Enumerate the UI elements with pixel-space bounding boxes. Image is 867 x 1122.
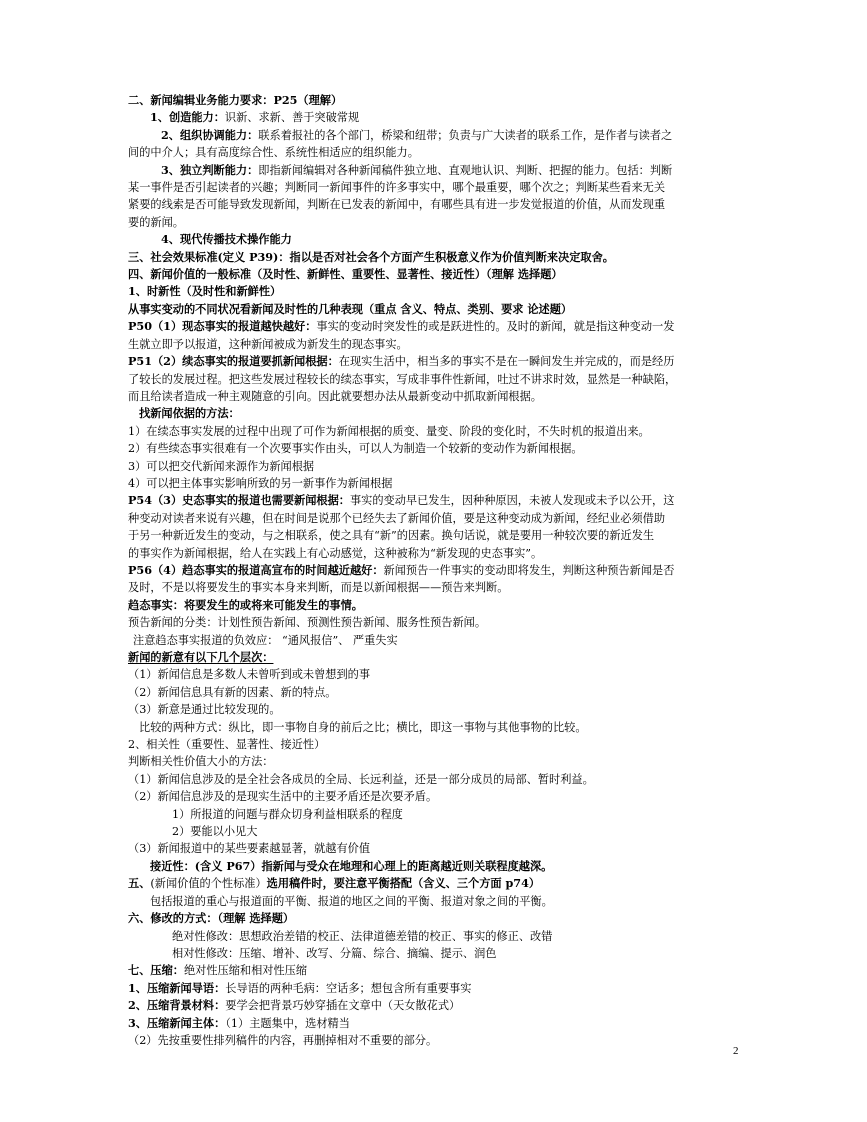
text-run: 在现实生活中，相当多的事实不是在一瞬间发生并完成的，而是经历	[338, 355, 675, 369]
text-run: 生就立即予以报道，这种新闻被成为新发生的现态事实。	[128, 337, 408, 351]
text-line	[128, 301, 740, 318]
text-line	[128, 823, 740, 840]
text-run: 了较长的发展过程。把这些发展过程较长的续态事实，写成非事件性新闻，吐过不讲求时效，显然是一种缺陷，	[128, 372, 677, 386]
bold-text: 四、新闻价值的一般标准（及时性、新鲜性、重要性、显著性、接近性）（理解 选择题）	[128, 267, 563, 282]
text-run: （1）新闻信息是多数人未曾听到或未曾想到的事	[128, 668, 371, 682]
text-line	[128, 458, 740, 475]
text-run: 而且给读者造成一种主观随意的引向。因此就要想办法从最新变动中抓取新闻根据。	[128, 389, 542, 403]
text-run: 2）要能以小见大	[172, 825, 258, 839]
text-line	[128, 736, 740, 753]
bold-text: 2、压缩背景材料：	[128, 998, 226, 1013]
bold-text: 趋态事实：将要发生的或将来可能发生的事情。	[128, 597, 363, 612]
text-line	[128, 719, 740, 736]
text-line	[128, 353, 740, 370]
text-run: 绝对性修改：思想政治差错的校正、法律道德差错的校正、事实的修正、改错	[172, 929, 553, 943]
text-line	[128, 980, 740, 997]
text-line	[128, 579, 740, 596]
text-run: （2）先按重要性排列稿件的内容，再删掉相对不重要的部分。	[128, 1033, 438, 1047]
text-line	[128, 962, 740, 979]
text-line	[128, 196, 740, 213]
text-run: （1）主题集中，选材精当	[225, 1016, 350, 1030]
text-line	[128, 945, 740, 962]
text-line	[128, 475, 740, 492]
text-line	[128, 788, 740, 805]
text-line	[128, 127, 740, 144]
text-line	[128, 910, 740, 927]
bold-text: 从事实变动的不同状况看新闻及时性的几种表现（重点 含义、特点、类别、要求 论述题）	[128, 301, 573, 316]
text-line	[128, 405, 740, 422]
bold-text: 二、新闻编辑业务能力要求：P25（理解）	[128, 93, 343, 107]
text-line	[128, 840, 740, 857]
text-run: 4）可以把主体事实影响所致的另一新事作为新闻根据	[128, 476, 393, 490]
text-line	[128, 231, 740, 248]
text-run: (新闻价值的个性标准）	[150, 877, 267, 891]
text-line	[128, 162, 740, 179]
bold-text: 三、社会效果标准(定义 P39)：指以是否对社会各个方面产生积极意义作为价值判断来决定取舍。	[128, 249, 614, 264]
text-line	[128, 753, 740, 770]
bold-text: 七、压缩：	[128, 963, 184, 978]
text-line	[128, 771, 740, 788]
text-run: 的事实作为新闻根据，给人在实践上有心动感觉，这种被称为“新发现的史态事实”。	[128, 546, 543, 560]
text-line	[128, 1032, 740, 1049]
text-line	[128, 701, 740, 718]
text-run: 判断相关性价值大小的方法：	[128, 755, 274, 769]
text-line	[128, 371, 740, 388]
text-run: 间的中介人；具有高度综合性、系统性相适应的组织能力。	[128, 146, 419, 160]
text-run: 联系着报社的各个部门，桥梁和纽带；负责与广大读者的联系工作，是作者与读者之	[258, 128, 673, 142]
text-line	[128, 684, 740, 701]
bold-text: 1、压缩新闻导语：	[128, 980, 226, 995]
bold-text: 2、组织协调能力：	[161, 127, 259, 142]
text-line	[128, 388, 740, 405]
text-run: （2）新闻信息具有新的因素、新的特点。	[128, 685, 337, 699]
text-line	[128, 928, 740, 945]
text-run: 3）可以把交代新闻来源作为新闻根据	[128, 459, 315, 473]
text-line	[128, 1015, 740, 1032]
text-run: 要的新闻。	[128, 215, 184, 229]
text-line	[128, 649, 740, 666]
text-run: 识新、求新、善于突破常规	[224, 111, 360, 125]
bold-text: 找新闻依据的方法：	[139, 406, 240, 421]
text-run: 事实的变动早已发生，因种种原因，未被人发现或未予以公开，这	[349, 494, 675, 508]
text-run: 包括报道的重心与报道面的平衡、报道的地区之间的平衡、报道对象之间的平衡。	[150, 894, 553, 908]
text-line	[128, 283, 740, 300]
bold-text: 4、现代传播技术操作能力	[161, 232, 292, 247]
text-run: 预告新闻的分类：计划性预告新闻、预测性预告新闻、服务性预告新闻。	[128, 616, 487, 630]
text-run: 新闻预告一件事实的变动即将发生，判断这种预告新闻是否	[383, 563, 675, 577]
text-run: 某一事件是否引起读者的兴趣；判断同一新闻事件的许多事实中，哪个最重要，哪个次之；判断某些看来无关	[128, 181, 666, 195]
text-line	[128, 249, 740, 266]
text-line	[128, 632, 740, 649]
bold-text: P50（1）现态事实的报道越快越好：	[128, 319, 317, 334]
text-line	[128, 545, 740, 562]
bold-text: 1、时新性（及时性和新鲜性）	[128, 284, 282, 299]
text-run: 种变动对读者来说有兴趣，但在时间是说那个已经失去了新闻价值，要是这种变动成为新闻，经纪业必须借助	[128, 511, 666, 525]
text-run: 紧要的线索是否可能导致发现新闻，判断在已发表的新闻中，有哪些具有进一步发觉报道的价值，从而发现重	[128, 198, 666, 212]
text-line	[128, 266, 740, 283]
text-line	[128, 597, 740, 614]
text-line	[128, 806, 740, 823]
bold-text: P54（3）史态事实的报道也需要新闻根据：	[128, 493, 350, 508]
text-run: （3）新意是通过比较发现的。	[128, 703, 281, 717]
bold-text: 接近性：(含义 P67）指新闻与受众在地理和心理上的距离越近则关联程度越深。	[150, 858, 553, 873]
text-line	[128, 997, 740, 1014]
text-run: 注意趋态事实报道的负效应： “通风报信”、 严重失实	[133, 633, 398, 647]
bold-text: 3、压缩新闻主体：	[128, 1015, 226, 1030]
text-run: 2、相关性（重要性、显著性、接近性）	[128, 738, 326, 752]
bold-text: 新闻的新意有以下几个层次：	[128, 650, 274, 664]
text-line	[128, 562, 740, 579]
text-line	[128, 144, 740, 161]
text-line	[128, 92, 740, 109]
bold-text: 1、创造能力：	[150, 110, 225, 125]
text-run: 于另一种新近发生的变动，与之相联系，使之具有“新”的因素。换句话说，就是要用一种较次要的新近发生	[128, 529, 655, 543]
text-run: 1）在续态事实发展的过程中出现了可作为新闻根据的质变、量变、阶段的变化时，不失时机的报道出来。	[128, 424, 650, 438]
text-line	[128, 318, 740, 335]
text-line	[128, 858, 740, 875]
bold-text: P56（4）趋态事实的报道高宣布的时间越近越好：	[128, 562, 384, 577]
text-line	[128, 893, 740, 910]
text-run: （1）新闻信息涉及的是全社会各成员的全局、长远利益，还是一部分成员的局部、暂时利益。	[128, 772, 594, 786]
text-run: 及时，不是以将要发生的事实本身来判断，而是以新闻根据——预告来判断。	[128, 581, 509, 595]
document-body	[128, 92, 740, 1049]
text-run: 即指新闻编辑对各种新闻稿件独立地、直观地认识、判断、把握的能力。包括：判断	[258, 163, 673, 177]
text-line	[128, 510, 740, 527]
bold-text: 选用稿件时，要注意平衡搭配（含义、三个方面 p74）	[266, 876, 541, 891]
text-run: （2）新闻信息涉及的是现实生活中的主要矛盾还是次要矛盾。	[128, 790, 438, 804]
text-run: 1）所报道的问题与群众切身利益相联系的程度	[172, 807, 403, 821]
page-number: 2	[733, 1045, 739, 1057]
bold-text: 3、独立判断能力：	[161, 162, 259, 177]
text-run: 事实的变动时突发性的或是跃进性的。及时的新闻，就是指这种变动一发	[316, 320, 675, 334]
text-run: 要学会把背景巧妙穿插在文章中（天女散花式）	[225, 999, 461, 1013]
bold-text: 六、修改的方式：（理解 选择题）	[128, 911, 295, 926]
text-run: （3）新闻报道中的某些要素越显著，就越有价值	[128, 842, 371, 856]
text-run: 相对性修改：压缩、增补、改写、分篇、综合、摘编、提示、润色	[172, 946, 497, 960]
text-line	[128, 875, 740, 892]
text-line	[128, 492, 740, 509]
text-line	[128, 336, 740, 353]
text-run: 长导语的两种毛病：空话多；想包含所有重要事实	[225, 981, 472, 995]
text-line	[128, 109, 740, 126]
text-line	[128, 179, 740, 196]
bold-text: 五、	[128, 876, 151, 891]
text-line	[128, 527, 740, 544]
bold-text: P51（2）续态事实的报道要抓新闻根据：	[128, 354, 339, 369]
text-run: 比较的两种方式：纵比，即一事物自身的前后之比；横比，即这一事物与其他事物的比较。	[139, 720, 587, 734]
text-line	[128, 423, 740, 440]
text-line	[128, 440, 740, 457]
text-run: 2）有些续态事实很难有一个次要事实作由头，可以人为制造一个较新的变动作为新闻根据。	[128, 442, 583, 456]
text-line	[128, 214, 740, 231]
text-line	[128, 614, 740, 631]
text-line	[128, 666, 740, 683]
text-run: 绝对性压缩和相对性压缩	[183, 964, 308, 978]
